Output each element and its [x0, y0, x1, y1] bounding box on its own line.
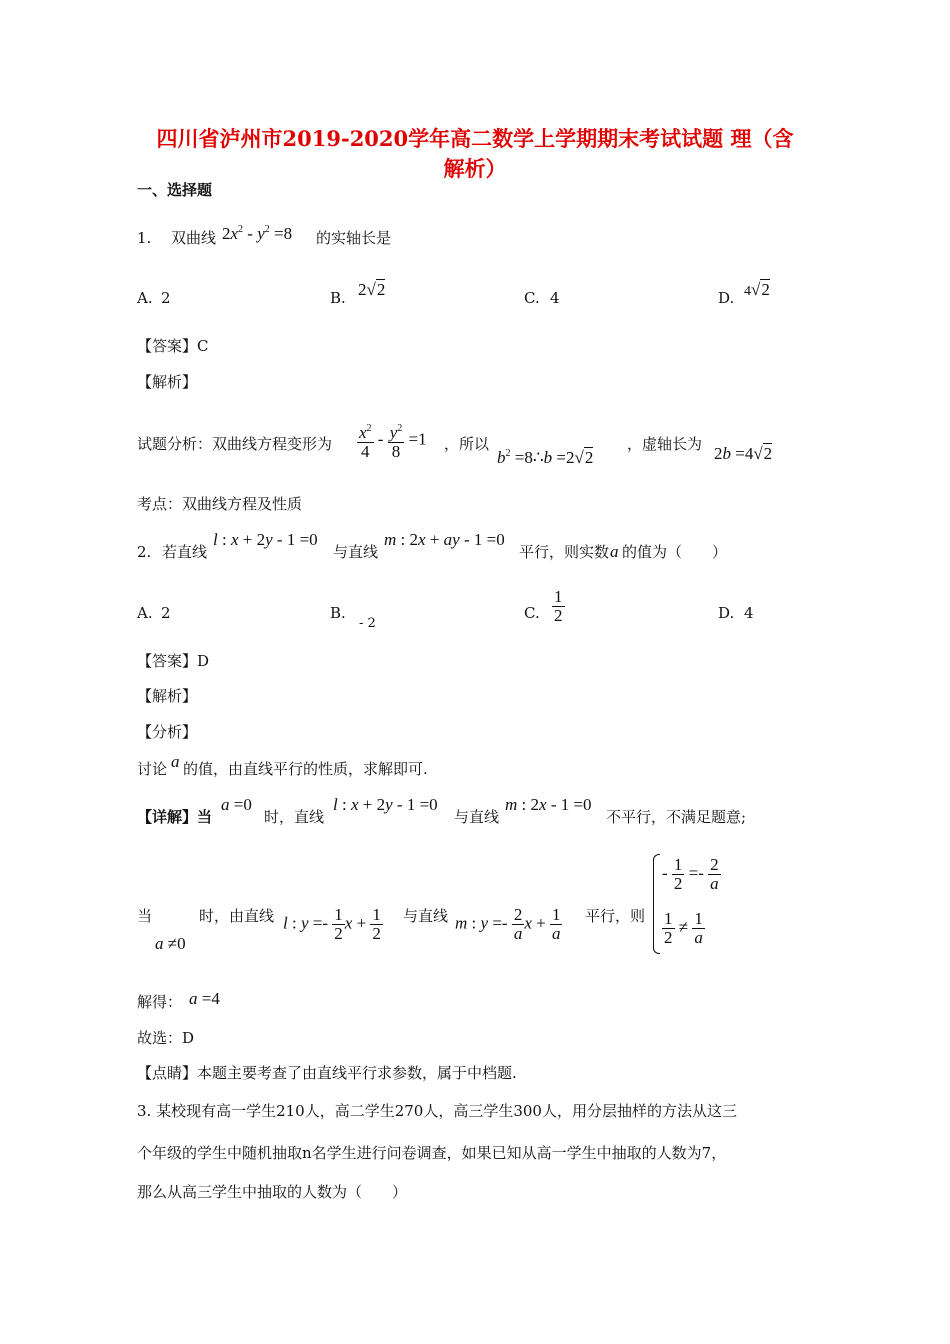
q3-line3: 那么从高三学生中抽取的人数为（ ） — [137, 1183, 408, 1201]
q2-option-d-label: D. — [718, 604, 735, 622]
q2-fenxi-post: 的值，由直线平行的性质，求解即可. — [183, 760, 428, 778]
q2-xiangjie-mid2: 与直线 — [454, 808, 500, 826]
q2-case-dang: 当 — [137, 907, 153, 925]
q3-line1: 3. 某校现有高一学生210人，高二学生270人，高三学生300人，用分层抽样的方法从这三 — [137, 1102, 737, 1120]
q2-text-post2: 的值为（ ） — [622, 543, 728, 561]
q2-dianjing: 【点睛】本题主要考查了由直线平行求参数，属于中档题. — [137, 1064, 517, 1082]
q2-answer: 【答案】D — [137, 652, 210, 670]
q2-xiangjie-line-l: l : x + 2y - 1 =0 — [333, 795, 438, 814]
section-heading: 一、选择题 — [137, 181, 213, 199]
q2-jiede: 解得： — [137, 993, 183, 1011]
q1-option-a-label: A. — [137, 289, 153, 307]
q1-option-b-label: B. — [330, 289, 346, 307]
q1-option-a: 2 — [161, 289, 171, 307]
q1-text-post: 的实轴长是 — [316, 229, 392, 247]
q2-case-pingxing: 平行，则 — [585, 907, 646, 925]
q2-option-a-label: A. — [137, 604, 153, 622]
q1-kaodian: 考点：双曲线方程及性质 — [137, 495, 303, 513]
q2-solution-a: a =4 — [189, 989, 220, 1008]
q1-analysis-heading: 【解析】 — [137, 373, 198, 391]
q1-analysis-b-value: $b^2$ =8∴b =2√2 — [497, 448, 594, 467]
q2-case-shi: 时，由直线 — [199, 907, 275, 925]
q2-text-post: 平行，则实数 — [519, 543, 610, 561]
q1-number: 1. — [137, 229, 152, 247]
q2-case-line-m: m : y =- $\frac{2}{a}$ x + $\frac{1}{a}$ — [455, 905, 561, 943]
q3-line2: 个年级的学生中随机抽取n名学生进行问卷调查，如果已知从高一学生中抽取的人数为7， — [137, 1144, 727, 1162]
q2-analysis-heading: 【解析】 — [137, 687, 198, 705]
q2-xiangjie-mid1: 时，直线 — [264, 808, 325, 826]
q2-case-a-nonzero: a ≠0 — [155, 934, 186, 953]
q2-option-c-label: C. — [524, 604, 540, 622]
q1-answer: 【答案】C — [137, 337, 209, 355]
q1-analysis-pre: 试题分析：双曲线方程变形为 — [137, 435, 333, 453]
q2-text-mid: 与直线 — [333, 543, 379, 561]
q2-fenxi-heading: 【分析】 — [137, 723, 198, 741]
q2-fenxi-variable: a — [171, 752, 180, 771]
q2-xiangjie-post: 不平行，不满足题意; — [606, 808, 747, 826]
q2-system-eq2: $\frac{1}{2}$ ≠ $\frac{1}{a}$ — [664, 909, 703, 947]
q2-system-eq1: - $\frac{1}{2}$ =- $\frac{2}{a}$ — [662, 855, 719, 893]
q1-analysis-minor-axis: 2b =4√2 — [714, 444, 773, 463]
q1-analysis-mid: ，所以 — [444, 435, 490, 453]
q1-text-pre: 双曲线 — [171, 229, 217, 247]
q1-option-d: 4√2 — [744, 280, 770, 299]
q1-option-c: 4 — [550, 289, 560, 307]
q2-option-a: 2 — [161, 604, 171, 622]
q1-analysis-mid2: ，虚轴长为 — [627, 435, 703, 453]
q1-equation: $2x^2 - y^2 =8$ — [222, 224, 293, 243]
q1-option-d-label: D. — [718, 289, 735, 307]
document-title-line2: 解析） — [443, 156, 507, 181]
q2-variable-a: a — [610, 542, 619, 561]
q1-option-b: 2√2 — [358, 280, 386, 299]
q2-line-m: m : 2x + ay - 1 =0 — [384, 530, 505, 549]
q2-option-b: - 2 — [359, 616, 376, 631]
q2-case-line-l: l : y =- $\frac{1}{2}$ x + $\frac{1}{2}$ — [283, 905, 381, 943]
q2-guxuan: 故选：D — [137, 1029, 195, 1047]
q2-text-pre: 若直线 — [162, 543, 208, 561]
q1-analysis-equation: $\frac{x^2}{4}$ - $\frac{y^2}{8}$ =1 — [359, 423, 427, 461]
q2-option-c: $\frac{1}{2}$ — [554, 587, 563, 625]
q1-option-c-label: C. — [524, 289, 540, 307]
q2-case-yu: 与直线 — [403, 907, 449, 925]
q2-option-d: 4 — [744, 604, 754, 622]
q2-xiangjie-line-m: m : 2x - 1 =0 — [505, 795, 592, 814]
q2-number: 2. — [137, 543, 152, 561]
q2-xiangjie-a-zero: a =0 — [221, 795, 252, 814]
document-title-line1: 四川省泸州市2019-2020学年高二数学上学期期末考试试题 理（含 — [156, 126, 794, 151]
q2-xiangjie-heading: 【详解】当 — [137, 808, 213, 826]
q2-line-l: l : x + 2y - 1 =0 — [213, 530, 318, 549]
q2-option-b-label: B. — [330, 604, 346, 622]
q2-system-brace — [653, 854, 660, 954]
q2-fenxi-pre: 讨论 — [137, 760, 168, 778]
